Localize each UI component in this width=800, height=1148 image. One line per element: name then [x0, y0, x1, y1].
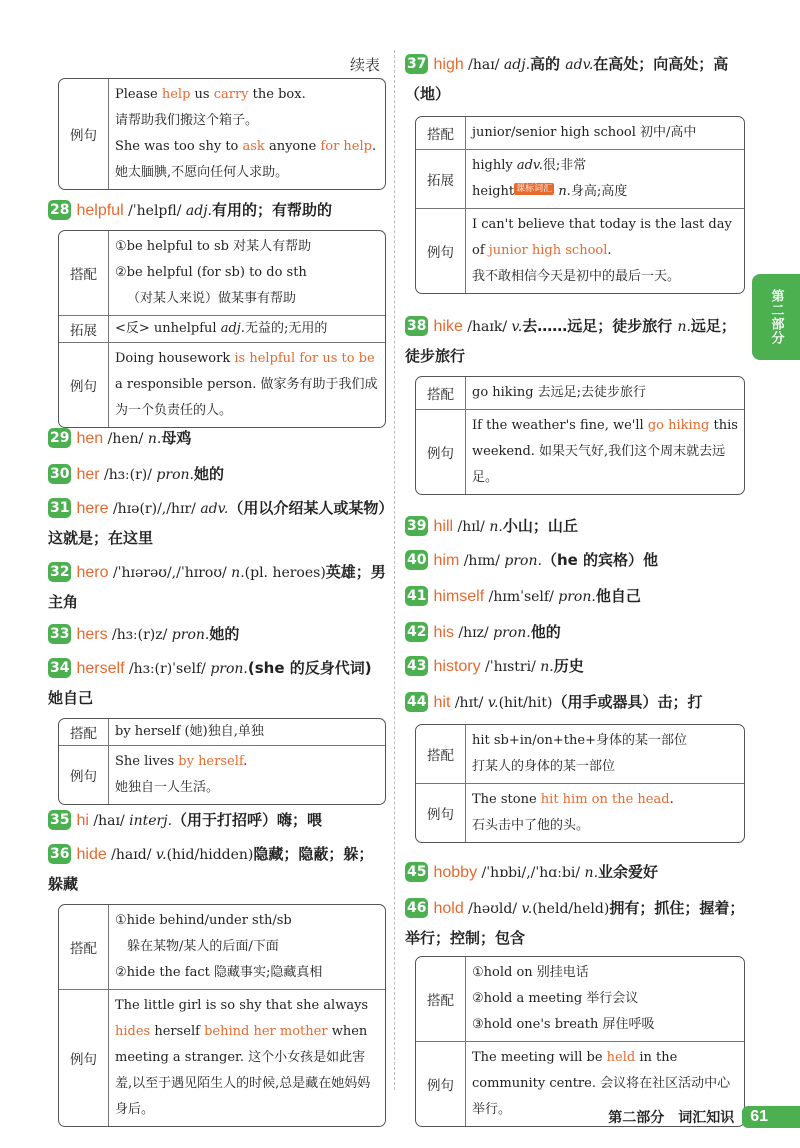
- headword: hide: [76, 846, 107, 863]
- part-of-speech: n.: [489, 519, 503, 535]
- meaning: 历史: [553, 657, 584, 675]
- highlight: is helpful for us to be: [234, 351, 375, 366]
- row-content: [109, 746, 385, 804]
- part-of-speech: n.: [231, 565, 245, 581]
- part-of-speech: pron.: [210, 661, 248, 677]
- entry-number: 30: [50, 466, 70, 482]
- meaning: 她的: [193, 465, 224, 483]
- text: The stone: [472, 792, 541, 807]
- example-line: [115, 82, 379, 108]
- entry-38-heading: [405, 312, 745, 371]
- highlight: ask: [242, 139, 265, 154]
- collocation-row: [59, 905, 385, 989]
- row-content: [109, 905, 385, 989]
- example-line: [115, 749, 379, 775]
- meaning: 隐藏；隐蔽；躲；躲藏: [48, 845, 374, 893]
- highlight: hit him on the head: [540, 792, 670, 807]
- row-label: 拓展: [59, 316, 109, 342]
- part-of-speech: n.: [677, 319, 691, 335]
- phonetic: /haɪ/: [88, 813, 130, 829]
- text: Please: [115, 87, 162, 102]
- phonetic: /hɜː(r)/: [99, 467, 157, 483]
- headword: high: [433, 56, 464, 73]
- example-line: [472, 212, 738, 264]
- part-of-speech: adj.: [220, 321, 245, 336]
- row-label: 例句: [416, 410, 466, 494]
- part-of-speech: n.: [540, 659, 554, 675]
- row-content: go hiking 去远足;去徒步旅行: [472, 385, 647, 400]
- meaning: （用手或器具）击；打: [552, 693, 703, 711]
- entry-35-heading: [48, 806, 386, 836]
- entry-34-box: [58, 718, 386, 805]
- entry-number: 35: [50, 812, 70, 828]
- text: .: [243, 754, 248, 769]
- phonetic: /həʊld/: [463, 901, 522, 917]
- meaning: 母鸡: [161, 429, 192, 447]
- text: If the weather's fine, we'll: [472, 418, 648, 433]
- phonetic: /ˈhelpfl/: [123, 203, 186, 219]
- entry-37-heading: [405, 50, 745, 109]
- entry-34-heading: [48, 654, 386, 713]
- row-label: 搭配: [59, 719, 109, 745]
- entry-37-box: [415, 116, 745, 294]
- part-of-speech: pron.: [493, 625, 531, 641]
- meaning: 小山；山丘: [502, 517, 578, 535]
- phonetic: /hɪm/: [459, 553, 505, 569]
- entry-38-box: [415, 376, 745, 495]
- text: .: [669, 792, 674, 807]
- example-row: [59, 989, 385, 1126]
- row-content: [466, 150, 744, 208]
- text: Doing housework: [115, 351, 235, 366]
- row-content: [466, 957, 744, 1041]
- example-line: [115, 134, 379, 160]
- row-content: [109, 79, 385, 189]
- entry-number: 44: [407, 694, 427, 710]
- collocation-row: [416, 725, 744, 783]
- row-label: 搭配: [416, 725, 466, 783]
- collocation-row: [59, 719, 385, 745]
- part-of-speech: adj.: [503, 57, 531, 73]
- entry-number: 45: [407, 864, 427, 880]
- row-label: 搭配: [416, 377, 466, 409]
- part-of-speech: v.: [155, 847, 167, 863]
- entry-46-box: [415, 956, 745, 1127]
- part-of-speech: v.: [521, 901, 533, 917]
- headword: her: [76, 466, 100, 483]
- entry-number: 42: [407, 624, 427, 640]
- column-divider: [394, 50, 395, 1090]
- row-label: 例句: [416, 1042, 466, 1126]
- text: anyone: [264, 139, 321, 154]
- meaning: (she 的反身代词)她自己: [48, 659, 372, 707]
- page-footer: [608, 1104, 800, 1130]
- entry-number: 39: [407, 518, 427, 534]
- meaning: 在高处；向高处；高（地）: [405, 55, 729, 103]
- text: She lives: [115, 754, 179, 769]
- entry-33-heading: [48, 620, 386, 650]
- row-content: [466, 784, 744, 842]
- phonetic: /haɪ/: [463, 57, 504, 73]
- text: height: [472, 184, 515, 199]
- text: herself: [150, 1024, 205, 1039]
- phonetic: /haɪk/: [462, 319, 512, 335]
- headword: here: [76, 500, 109, 517]
- inflection: (hid/hidden): [166, 847, 254, 863]
- entry-40-heading: [405, 546, 745, 576]
- collocation-row: [59, 231, 385, 315]
- phonetic: /ˈhɒbi/,/ˈhɑːbi/: [477, 865, 585, 881]
- collocation-line: ②hold a meeting 举行会议: [472, 991, 639, 1006]
- example-box-27: [58, 78, 386, 190]
- entry-28-box: [58, 230, 386, 428]
- row-content: [109, 343, 385, 427]
- highlight: by herself: [178, 754, 244, 769]
- entry-31-heading: [48, 494, 386, 553]
- text: the box.: [248, 87, 306, 102]
- headword: helpful: [76, 202, 124, 219]
- example-line: 请帮助我们搬这个箱子。: [115, 113, 259, 128]
- phonetic: /ˈhɪərəʊ/,/ˈhɪroʊ/: [108, 565, 232, 581]
- row-label: 例句: [59, 746, 109, 804]
- meaning: 高的: [530, 55, 566, 73]
- example-line: 她太腼腆,不愿向任何人求助。: [115, 165, 289, 180]
- entry-number: 37: [407, 56, 427, 72]
- row-label: 拓展: [416, 150, 466, 208]
- highlight: for help: [320, 139, 372, 154]
- entry-28-heading: [48, 196, 386, 226]
- entry-number: 28: [50, 202, 70, 218]
- text: this weekend. 如果天气好,我们这个周末就去远足。: [472, 418, 738, 485]
- entry-32-heading: [48, 558, 386, 617]
- entry-46-heading: [405, 894, 745, 953]
- phonetic: /hɪmˈself/: [484, 589, 559, 605]
- row-label: 例句: [59, 343, 109, 427]
- part-of-speech: pron.: [156, 467, 194, 483]
- example-row: [59, 79, 385, 189]
- meaning: 远足；徒步旅行: [405, 317, 736, 365]
- example-row: [416, 783, 744, 842]
- text: us: [190, 87, 214, 102]
- row-content: [466, 410, 744, 494]
- highlight: hides: [115, 1024, 151, 1039]
- row-content: [466, 209, 744, 293]
- meaning: 业余爱好: [598, 863, 659, 881]
- text: .: [607, 243, 612, 258]
- row-content: [109, 990, 385, 1126]
- row-content: junior/senior high school 初中/高中: [472, 125, 697, 140]
- headword: hill: [433, 518, 454, 535]
- section-side-tab: 第二部分: [752, 274, 800, 360]
- entry-44-heading: [405, 688, 745, 718]
- collocation-row: [416, 957, 744, 1041]
- part-of-speech: interj.: [129, 813, 173, 829]
- text: .: [371, 139, 377, 154]
- collocation-line: ③hold one's breath 屏住呼吸: [472, 1017, 655, 1032]
- highlight: help: [161, 87, 191, 102]
- curriculum-tag: 课标词汇: [516, 184, 553, 194]
- headword: hobby: [433, 864, 478, 881]
- continued-label: 续表: [349, 56, 380, 74]
- phonetic: /haɪd/: [106, 847, 156, 863]
- row-label: 搭配: [59, 905, 109, 989]
- example-translation: 石头击中了他的头。: [472, 818, 590, 833]
- meaning: 英雄；男主角: [48, 563, 386, 611]
- meaning: （用以介绍某人或某物）这就是；在这里: [48, 499, 386, 547]
- entry-29-heading: [48, 424, 386, 454]
- inflection: (pl. heroes): [244, 565, 326, 581]
- entry-42-heading: [405, 618, 745, 648]
- text: when meeting a stranger. 这个小女孩是如此害羞,以至于遇见陌生人的时候,总是藏在她妈妈身后。: [115, 1024, 371, 1117]
- phonetic: /hɜː(r)z/: [107, 627, 172, 643]
- entry-45-heading: [405, 858, 745, 888]
- collocation-line: ②hide the fact 隐藏事实;隐藏真相: [115, 965, 323, 980]
- part-of-speech: v.: [487, 695, 499, 711]
- collocation-line: hit sb+in/on+the+身体的某一部位: [472, 733, 687, 748]
- example-row: [59, 745, 385, 804]
- text: 身高;高度: [570, 184, 628, 199]
- entry-41-heading: [405, 582, 745, 612]
- headword: hit: [433, 694, 451, 711]
- collocation-row: [416, 377, 744, 409]
- entry-number: 41: [407, 588, 427, 604]
- entry-number: 38: [407, 318, 427, 334]
- row-content: by herself (她)独自,单独: [115, 724, 264, 739]
- highlight: carry: [213, 87, 249, 102]
- row-label: 搭配: [416, 117, 466, 149]
- entry-number: 43: [407, 658, 427, 674]
- meaning: 去……远足；徒步旅行: [522, 317, 678, 335]
- phonetic: /hɪə(r)/,/hɪr/: [108, 501, 201, 517]
- part-of-speech: adv.: [516, 158, 543, 173]
- headword: hi: [76, 812, 89, 829]
- highlight: junior high school: [488, 243, 608, 258]
- collocation-line: ②be helpful (for sb) to do sth: [115, 265, 307, 280]
- part-of-speech: n.: [147, 431, 162, 447]
- headword: himself: [433, 588, 485, 605]
- meaning: 拥有；抓住；握着；举行；控制；包含: [405, 899, 745, 947]
- extension-line: [472, 179, 738, 205]
- meaning: （he 的宾格）他: [541, 551, 659, 569]
- entry-43-heading: [405, 652, 745, 682]
- row-label: 例句: [416, 209, 466, 293]
- entry-number: 31: [50, 500, 70, 516]
- row-label: 例句: [59, 990, 109, 1126]
- text: 无益的;无用的: [244, 321, 328, 336]
- text: highly: [472, 158, 517, 173]
- entry-number: 29: [50, 430, 70, 446]
- collocation-line: ①hold on 别挂电话: [472, 965, 589, 980]
- headword: hike: [433, 318, 463, 335]
- part-of-speech: v.: [511, 319, 523, 335]
- example-translation: 我不敢相信今天是初中的最后一天。: [472, 269, 681, 284]
- headword: hold: [433, 900, 464, 917]
- example-row: [59, 342, 385, 427]
- collocation-line: 打某人的身体的某一部位: [472, 759, 616, 774]
- collocation-row: [416, 117, 744, 149]
- headword: his: [433, 624, 454, 641]
- row-content: [466, 725, 744, 783]
- entry-36-heading: [48, 840, 386, 899]
- meaning: 有用的；有帮助的: [212, 201, 333, 219]
- part-of-speech: pron.: [504, 553, 542, 569]
- entry-36-box: [58, 904, 386, 1127]
- phonetic: /hɪz/: [453, 625, 494, 641]
- inflection: (hit/hit): [498, 695, 553, 711]
- entry-number: 34: [50, 660, 70, 676]
- part-of-speech: n.: [558, 184, 571, 199]
- example-row: [416, 208, 744, 293]
- meaning: 他的: [530, 623, 561, 641]
- row-label: 例句: [59, 79, 109, 189]
- row-label: 搭配: [416, 957, 466, 1041]
- example-row: [416, 409, 744, 494]
- row-label: 例句: [416, 784, 466, 842]
- text: I can't believe that today is the last day of: [472, 217, 732, 258]
- entry-number: 46: [407, 900, 427, 916]
- extension-row: [59, 315, 385, 342]
- footer-section: 第二部分 词汇知识: [608, 1110, 735, 1126]
- collocation-line: 躲在某物/某人的后面/下面: [127, 939, 279, 954]
- headword: hers: [76, 626, 108, 643]
- meaning: 她的: [209, 625, 240, 643]
- entry-number: 40: [407, 552, 427, 568]
- highlight: go hiking: [647, 418, 710, 433]
- inflection: (held/held): [532, 901, 610, 917]
- text: in the community centre. 会议将在社区活动中心举行。: [472, 1050, 731, 1117]
- row-content: [109, 231, 385, 315]
- example-line: [472, 787, 738, 813]
- row-label: 搭配: [59, 231, 109, 315]
- text: 很;非常: [542, 158, 587, 173]
- example-translation: 她独自一人生活。: [115, 780, 220, 795]
- headword: him: [433, 552, 460, 569]
- collocation-line: ①hide behind/under sth/sb: [115, 913, 292, 928]
- collocation-line: ①be helpful to sb 对某人有帮助: [115, 239, 312, 254]
- extension-row: [416, 149, 744, 208]
- headword: herself: [76, 660, 125, 677]
- headword: hero: [76, 564, 109, 581]
- entry-number: 33: [50, 626, 70, 642]
- entry-number: 32: [50, 564, 70, 580]
- headword: history: [433, 658, 481, 675]
- phonetic: /ˈhɪstri/: [480, 659, 541, 675]
- text: The little girl is so shy that she always: [115, 998, 369, 1013]
- part-of-speech: pron.: [558, 589, 596, 605]
- part-of-speech: adv.: [565, 57, 594, 73]
- text: a responsible person. 做家务有助于我们成为一个负责任的人。: [115, 377, 378, 418]
- text: She was too shy to: [115, 139, 243, 154]
- part-of-speech: n.: [584, 865, 599, 881]
- extension-line: [472, 153, 738, 179]
- phonetic: /hɜː(r)ˈself/: [124, 661, 211, 677]
- highlight: behind her mother: [204, 1024, 328, 1039]
- headword: hen: [76, 430, 104, 447]
- meaning: （用于打招呼）嗨；喂: [172, 811, 323, 829]
- part-of-speech: adv.: [200, 501, 229, 517]
- phonetic: /hɪl/: [453, 519, 490, 535]
- highlight: held: [606, 1050, 636, 1065]
- meaning: 他自己: [595, 587, 641, 605]
- part-of-speech: adj.: [185, 203, 213, 219]
- entry-44-box: [415, 724, 745, 843]
- part-of-speech: pron.: [171, 627, 210, 643]
- entry-30-heading: [48, 460, 386, 490]
- row-content: [109, 316, 385, 342]
- text: The meeting will be: [472, 1050, 607, 1065]
- page-number: 61: [742, 1106, 800, 1128]
- phonetic: /hɪt/: [450, 695, 488, 711]
- entry-39-heading: [405, 512, 745, 542]
- text: <反> unhelpful: [115, 321, 221, 336]
- entry-number: 36: [50, 846, 70, 862]
- collocation-line: （对某人来说）做某事有帮助: [127, 291, 297, 306]
- phonetic: /hen/: [103, 431, 148, 447]
